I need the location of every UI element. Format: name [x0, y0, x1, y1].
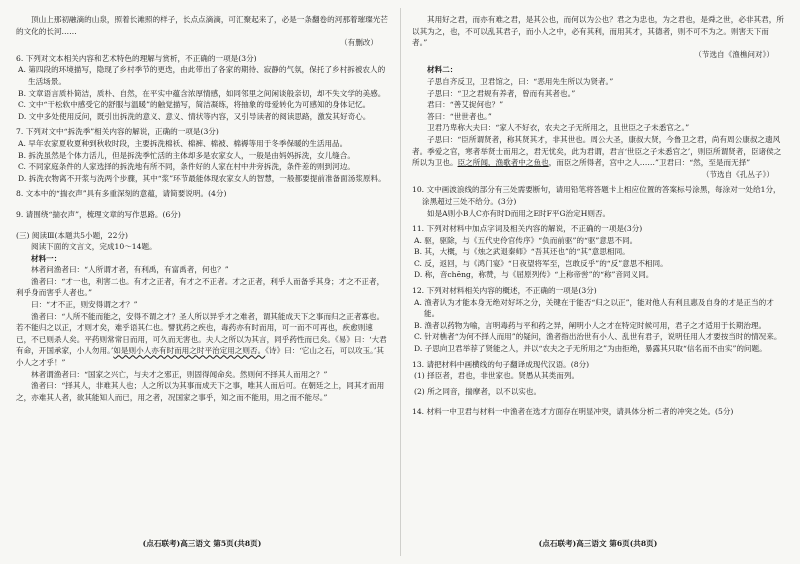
wavy-underlined-sentence: 如是则小人亦有时而用之时平治定用之则否。 [113, 346, 266, 356]
material-2-label: 材料二： [427, 65, 458, 75]
question-12-option-d: D. 子思向卫君举荐了贤能之人，并以“农夫之子无所用之”为由拒绝，暴露其只取“信名而不由实”的问题。 [414, 344, 767, 354]
source-note-1: （节选自《渔樵问对》） [694, 49, 774, 59]
right-page-footer: (点石联考)高三语文 第6页(共8页) [538, 539, 658, 549]
material-1-paragraph-4 [16, 311, 388, 369]
underlined-sentence: 臣之所闻，渔歌者中之鱼也 [457, 158, 549, 168]
question-14: 14. 材料一中卫君与材料一中渔者在选才方面存在明显冲突，请具体分析二者的冲突之处。(5分) [412, 407, 734, 417]
question-8: 8. 文本中的“揣衣声”具有多重深刻的意蕴，请简要说明。(4分) [16, 189, 227, 199]
question-11-option-a: A. 驱，驱除，与《五代史伶官传序》“负而前驱”的“驱”意思不同。 [414, 235, 638, 245]
material-2-line-6-text: 子思曰：“臣所谓贤者，称其贤其才，非其世也。周公大圣，康叔大贤，今鲁卫之君，尚有周公康叔之遗风者。季爱之官，寒者举贤士而用之，君无忧矣，此为君谓，君言‘世臣之子未悉官之’，则臣所谓贤者，臣诸侯之所以为卫也。 [412, 134, 782, 168]
section-3-heading: (三) 阅读Ⅲ(本题共5小题，22分) [16, 230, 129, 240]
material-1-continuation: 其用好之君，而亦有难之君，是其公也，而何以为公也？君之为忠也，为之君也，是舜之世，必非其君，所以其为之，也，不可以乱其君子，而小人之中，必有其利，而用其才，其德者，则不可不为之。则害天下而者。” [412, 15, 784, 48]
question-11-option-d: D. 称，音chēng，称赞，与《屈原列传》“上称帝喾”的“称”音同义同。 [414, 270, 654, 280]
question-10-sequence: 如是A则小B人C亦有时D而用之E时F平G治定H则否。 [427, 208, 611, 218]
material-1-paragraph-1: 林者问渔者曰：“人所谓才者，有利禹，有富禹者，何也？” [31, 265, 229, 275]
question-7-option-b: B. 拆洗虽然是个体力活儿，但是拆洗季忙活的主体却多是农家女人，一般是由妈妈拆洗，女儿缝合。 [18, 150, 355, 160]
source-note-2: （节选自《孔丛子》） [701, 169, 774, 179]
material-2-line-6-end: ，而臣之所得者，宫中之人……”卫君曰：“然，至是而无择” [548, 158, 751, 168]
material-1-paragraph-4-end: 《诗》曰：‘它山之石，可以攻玉。’其小人之才乎！” [16, 346, 384, 368]
question-12-option-a: A. 渔者认为才能本身无绝对好坏之分，关键在于能否“归之以正”，能对他人有利且惠及自身的才是正当的才能。 [414, 297, 774, 319]
question-7-option-c: C. 不同家庭条件的人家选择的拆洗地有所不同，条件好的人家在村中井旁拆洗，条件差的则到河边。 [18, 162, 355, 172]
material-1-paragraph-4-text: 渔者曰：“人所不能而能之，安得不谓之才？圣人所以异乎才之难者，谓其能成天下之事而归之正者寡也。若不能归之以正，才则才矣，难乎语其仁也。譬犹药之疾也，毒药亦有时而用，可一而不可再也，疾愈则速已，不已则杀人矣。平药则常常日而用，可久而无害也。夫人之所以为其言，同乎药性而已矣。《易》曰：‘大君有命，开国承家，小人勿用。’ [16, 311, 387, 356]
left-page [12, 14, 392, 554]
material-2-line-2: 子思曰：“卫之君规有养者，曾而有其者也。” [427, 88, 576, 98]
question-12-option-c: C. 针对樵者“为何不择人而用”的疑问，渔者指出治世有小人、乱世有君子，说明任用人才要按当时的情况来。 [414, 332, 782, 342]
question-6-stem: 6. 下列对文本相关内容和艺术特色的理解与赏析，不正确的一项是(3分) [16, 53, 257, 63]
question-6-option-c: C. 文中“干松软中感受它的舒服与温暖”的触觉描写，简洁凝练，将抽象的母爱转化为可感知的身体记忆。 [18, 100, 371, 110]
question-12-stem: 12. 下列对材料相关内容的概述，不正确的一项是(3分) [412, 286, 597, 296]
question-11-option-c: C. 反，返回，与《鸿门宴》“日夜望将军至，岂敢反乎”的“反”意思不相同。 [414, 258, 668, 268]
material-1-paragraph-3: 曰：“才不正，则安得谓之才？” [31, 300, 138, 310]
page-divider [400, 8, 401, 556]
material-2-line-4: 答曰：“世世者也。” [427, 111, 492, 121]
section-3-instruction: 阅读下面的文言文，完成10～14题。 [31, 242, 157, 252]
material-1-paragraph-6: 渔者曰：“择其人，非难其人也；人之所以为其事而成天下之事，唯其人而后可。在朝廷之上，同其才而用之，亦难其人者，欲其能知人而已，用之者，况国家之事乎，知之而不能用，用之而不能尽。” [16, 381, 385, 402]
question-6-option-d: D. 文中多处使用反问，既引出拆洗的意义、意义、情状等内容，又引导读者的阅读思路，激发其好奇心。 [18, 111, 371, 121]
material-1-paragraph-2: 渔者曰：“才一也，利害二也。有才之正者，有才之不正者。才之正者，利乎人而备乎其身；才之不正者，利乎身而害乎人者也。” [16, 276, 385, 298]
question-10-stem: 10. 文中画波浪线的部分有三处需要断句，请用铅笔将答题卡上相应位置的答案标号涂黑，每涂对一处给1分，涂黑超过三处不给分。(3分) [412, 185, 781, 206]
question-13-sentence-1: (1) 择臣者，君也，非世家也。贤愚从其类而列。 [414, 371, 580, 381]
question-7-option-d: D. 拆洗衣物离不开浆与洗两个步骤，其中“浆”环节最能体现农家女人的智慧，一般都要提前准备面汤浆原料。 [18, 173, 386, 183]
material-1-label: 材料一： [31, 253, 62, 263]
question-7-stem: 7. 下列对文中“拆洗季”相关内容的解说，正确的一项是(3分) [16, 127, 219, 137]
question-13-sentence-2: (2) 所之同音，揣摩者，以不以实也。 [414, 386, 542, 396]
question-7-option-a: A. 早年农家夏收夏种到秋收时段，主要拆洗棉袄、棉裤、棉被、棉褥等用于冬季保暖的生活用品。 [18, 138, 348, 148]
question-6-option-a: A. 第四段的环境描写，隐现了乡村季节的更迭，由此带出了各家的期待、寂静的气氛，保托了乡村拆被农人的生活场景。 [18, 65, 386, 86]
material-2-line-5: 卫君乃卑称大夫曰：“家人不好衣，农夫之子无所用之，且世臣之子未悉官之。” [427, 123, 690, 133]
material-2-line-1: 子思自齐反卫，卫君馆之，曰：“恶用先生所以为贤者。” [427, 76, 614, 86]
question-13-stem: 13. 请把材料中画横线的句子翻译成现代汉语。(8分) [412, 359, 590, 369]
material-2-line-3: 君曰：“善艾捉何也？” [427, 100, 504, 110]
question-11-option-b: B. 其，大概，与《烛之武退秦师》“吾其还也”的“其”意思相同。 [414, 247, 630, 257]
material-1-paragraph-5: 林者谓渔者曰：“国家之兴亡，与夫才之邪正，则固得闻命矣。然则何不择其人而用之？” [31, 369, 328, 379]
question-11-stem: 11. 下列对材料中加点字词及相关内容的解说，不正确的一项是(3分) [412, 224, 643, 234]
question-9: 9. 请围绕“揣衣声”，梳理文章的写作思路。(6分) [16, 209, 181, 219]
right-page [408, 14, 788, 554]
material-2-line-6 [412, 134, 784, 169]
question-6-option-b: B. 文章语言质朴简洁，质朴、自然，在平实中蕴含浓厚情感，如同邻里之间闲谈般亲切，却不失文学的美感。 [18, 88, 386, 98]
source-note: （有删改） [340, 38, 378, 48]
question-12-option-b: B. 渔者以药物为喻，言明毒药与平和药之异，阐明小人之才在特定时候可用，君子之才适用于长期治理。 [414, 320, 767, 330]
left-page-footer: (点石联考)高三语文 第5页(共8页) [142, 539, 262, 549]
intro-paragraph: 顶山上那初融滴的山泉，照着长滩照的样子，长点点滴滴，可汇聚起来了，必是一条翻卷的河那着璀璨光芒的文化的长河…… [16, 15, 388, 36]
